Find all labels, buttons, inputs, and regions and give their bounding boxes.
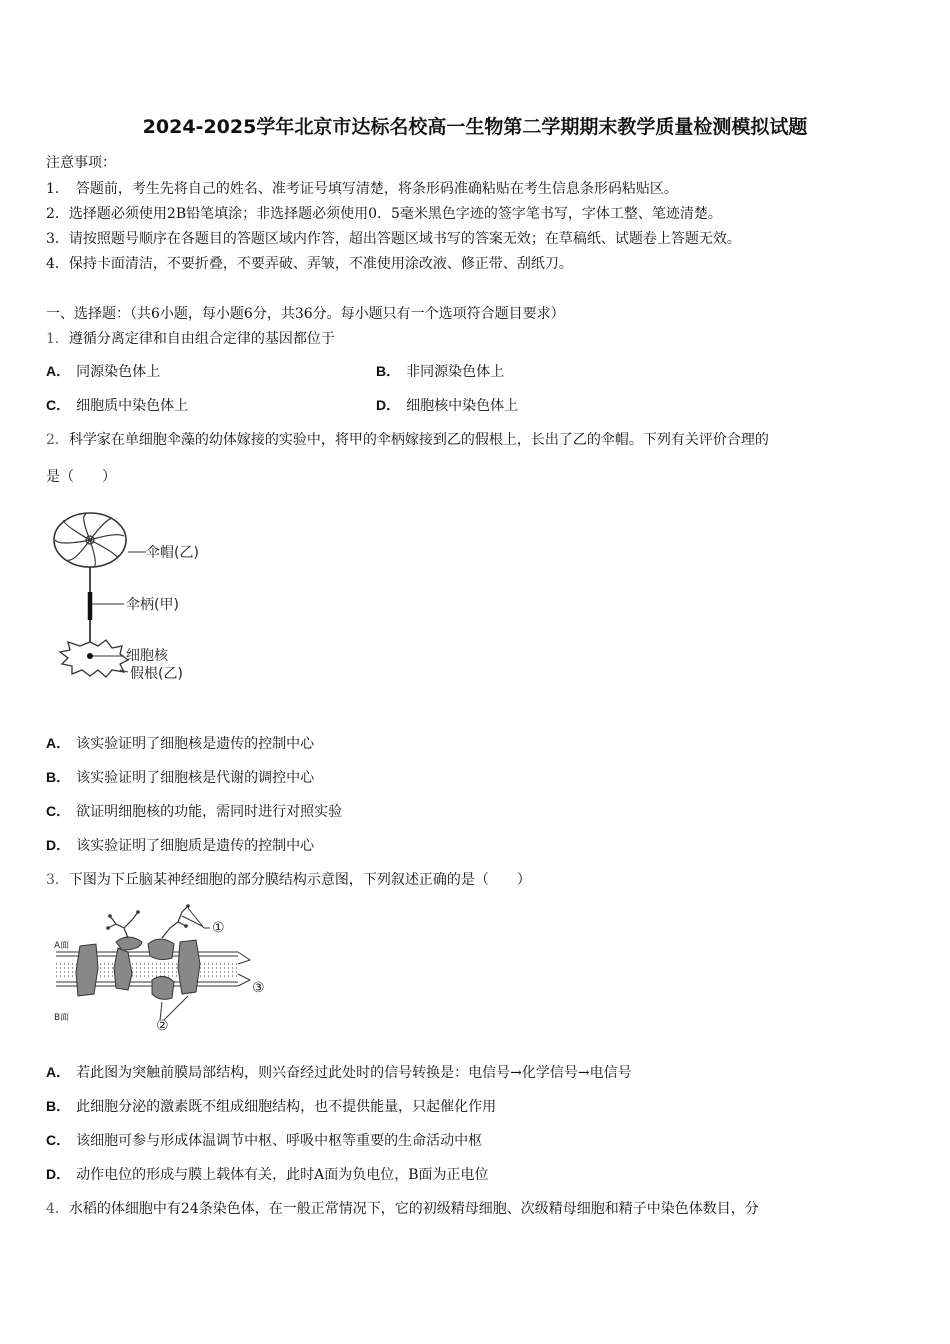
label-1: ①	[212, 920, 225, 936]
label-3: ③	[252, 980, 265, 996]
label-nucleus: 细胞核	[126, 648, 168, 664]
q2-option-c[interactable]: C． 欲证明细胞核的功能，需同时进行对照实验	[46, 803, 343, 820]
label-stalk: 伞柄(甲)	[126, 597, 179, 613]
label-2: ②	[156, 1018, 169, 1034]
q1-option-b[interactable]: B． 非同源染色体上	[376, 363, 505, 380]
q1-option-c[interactable]: C． 细胞质中染色体上	[46, 397, 189, 414]
label-b-face: B面	[54, 1013, 70, 1023]
question-1	[46, 328, 335, 348]
q3-option-d[interactable]: D． 动作电位的形成与膜上载体有关，此时A面为负电位，B面为正电位	[46, 1166, 489, 1183]
acetabularia-figure	[50, 512, 240, 687]
question-stem: 科学家在单细胞伞藻的幼体嫁接的实验中，将甲的伞柄嫁接到乙的假根上，长出了乙的伞帽。下列有关评价合理的	[68, 432, 769, 448]
notice-heading: 注意事项：	[46, 155, 116, 171]
label-cap: 伞帽(乙)	[146, 545, 199, 561]
question-2	[46, 429, 769, 449]
question-3	[46, 869, 531, 889]
q1-option-d[interactable]: D． 细胞核中染色体上	[376, 397, 519, 414]
label-a-face: A面	[54, 941, 70, 951]
question-stem-cont: 是（ ）	[46, 469, 116, 485]
question-number: 3．	[46, 872, 69, 888]
question-stem: 水稻的体细胞中有24条染色体，在一般正常情况下，它的初级精母细胞、次级精母细胞和精子中染色体数目，分	[68, 1201, 759, 1217]
q3-option-c[interactable]: C． 该细胞可参与形成体温调节中枢、呼吸中枢等重要的生命活动中枢	[46, 1132, 483, 1149]
q2-option-b[interactable]: B． 该实验证明了细胞核是代谢的调控中心	[46, 769, 315, 786]
q3-option-b[interactable]: B． 此细胞分泌的激素既不组成细胞结构，也不提供能量，只起催化作用	[46, 1098, 497, 1115]
notice-item: 3．请按照题号顺序在各题目的答题区域内作答，超出答题区域书写的答案无效；在草稿纸、试题卷上答题无效。	[46, 231, 741, 247]
question-number: 2．	[46, 432, 69, 448]
question-stem: 下图为下丘脑某神经细胞的部分膜结构示意图，下列叙述正确的是（ ）	[68, 872, 531, 888]
q2-option-d[interactable]: D． 该实验证明了细胞质是遗传的控制中心	[46, 837, 315, 854]
notice-item: 1． 答题前，考生先将自己的姓名、准考证号填写清楚，将条形码准确粘贴在考生信息条形码粘贴区。	[46, 181, 678, 197]
notice-item: 2．选择题必须使用2B铅笔填涂；非选择题必须使用0．5毫米黑色字迹的签字笔书写，字体工整、笔迹清楚。	[46, 206, 722, 222]
q1-option-a[interactable]: A． 同源染色体上	[46, 363, 161, 380]
section-heading: 一、选择题：（共6小题，每小题6分，共36分。每小题只有一个选项符合题目要求）	[46, 306, 565, 322]
label-rhizoid: 假根(乙)	[130, 666, 183, 682]
question-number: 4．	[46, 1201, 69, 1217]
q3-option-a[interactable]: A． 若此图为突触前膜局部结构，则兴奋经过此处时的信号转换是：电信号→化学信号→电信号	[46, 1064, 632, 1081]
q2-option-a[interactable]: A． 该实验证明了细胞核是遗传的控制中心	[46, 735, 315, 752]
question-4	[46, 1198, 759, 1218]
membrane-figure	[52, 902, 272, 1034]
question-number: 1．	[46, 331, 69, 347]
cap-graphic	[54, 513, 126, 567]
notice-item: 4．保持卡面清洁，不要折叠，不要弄破、弄皱，不准使用涂改液、修正带、刮纸刀。	[46, 256, 573, 272]
question-stem: 遵循分离定律和自由组合定律的基因都位于	[68, 331, 335, 347]
page-title: 2024-2025学年北京市达标名校高一生物第二学期期末教学质量检测模拟试题	[142, 116, 808, 138]
